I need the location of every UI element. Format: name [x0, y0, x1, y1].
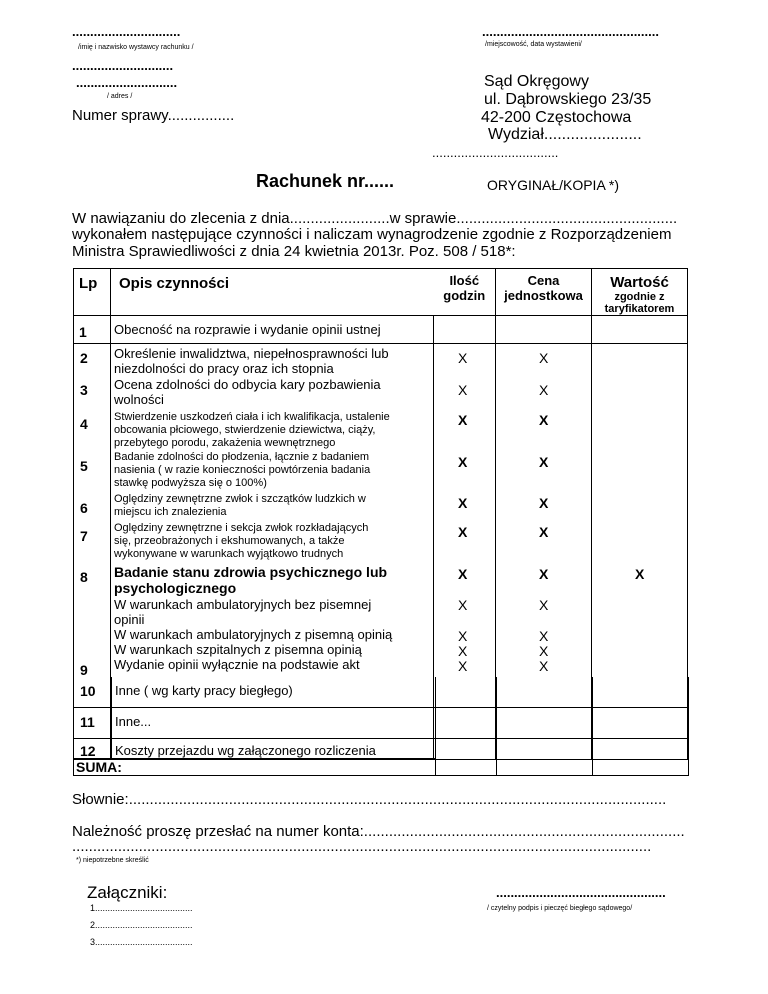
row-description: Koszty przejazdu wg załączonego rozliczenia [115, 743, 376, 758]
place-dots: ................................................. [482, 24, 659, 39]
issuer-label: /imię i nazwisko wystawcy rachunku / [78, 44, 194, 51]
header-value-2: zgodnie z [614, 291, 665, 303]
row-line: Oględziny zewnętrzne i sekcja zwłok rozkładających [114, 522, 369, 534]
header-price-2: jednostkowa [504, 288, 583, 303]
row-lp: 9 [80, 662, 88, 678]
row-description [114, 564, 387, 596]
row-description [114, 522, 368, 561]
attachment-1: 1....................................... [90, 903, 193, 913]
row-hours: X [458, 495, 468, 511]
attachment-3: 3....................................... [90, 937, 193, 947]
table-row [73, 739, 436, 776]
intro-line-1: W nawiązaniu do zlecenia z dnia........................w sprawie..................................................... [72, 210, 678, 227]
table-row [74, 316, 688, 344]
row-lp: 11 [80, 714, 95, 730]
original-copy: ORYGINAŁ/KOPIA *) [487, 177, 620, 193]
row-lp: 8 [80, 569, 88, 585]
table-cell-blank [496, 677, 593, 708]
signature-dots: ............................................... [496, 885, 666, 900]
issuer-dots: .............................. [72, 24, 181, 39]
table-row [73, 708, 436, 739]
row-line: nasienia ( w razie konieczności powtórzenia badania [114, 464, 371, 476]
row-hours: X [458, 412, 468, 428]
row-divider [74, 758, 435, 759]
row-line: opinii [114, 612, 145, 627]
row-line: się, przeobrażonych i ekshumowanych, a także [114, 535, 345, 547]
header-price-1: Cena [527, 273, 560, 288]
case-number: Numer sprawy................ [72, 107, 235, 124]
row-lp: 10 [80, 683, 96, 699]
account-line: Należność proszę przesłać na numer konta:............................................................................. [72, 823, 685, 840]
table-cell-blank [592, 677, 689, 708]
row-line: Obecność na rozprawie i wydanie opinii ustnej [114, 322, 381, 337]
row-lp: 6 [80, 500, 88, 516]
row-hours: X [458, 658, 468, 674]
row-price: X [539, 454, 549, 470]
table-cell-blank [434, 677, 497, 708]
bill-title: Rachunek nr...... [256, 171, 395, 191]
row-price: X [539, 658, 549, 674]
row-description [114, 377, 381, 407]
row-line: stawkę podwyższa się o 100%) [114, 477, 267, 489]
footnote: *) niepotrzebne skreślić [76, 857, 149, 864]
row-line: W warunkach ambulatoryjnych bez pisemnej [114, 597, 372, 612]
row-price: X [539, 350, 549, 366]
column-divider [111, 739, 112, 758]
header-price [496, 269, 592, 316]
row-description: Inne ( wg karty pracy biegłego) [115, 683, 293, 698]
column-divider [111, 708, 112, 738]
row-lp: 1 [74, 316, 111, 344]
row-line: wolności [114, 392, 164, 407]
in-words-line: Słownie:................................................................................................................................. [72, 791, 667, 808]
court-city: 42-200 Częstochowa [481, 109, 632, 126]
header-value-1: Wartość [610, 274, 669, 291]
row-description [114, 451, 370, 490]
row-description [114, 493, 366, 519]
row-lp: 3 [80, 382, 88, 398]
row-line: Badanie stanu zdrowia psychicznego lub [114, 564, 388, 580]
court-division-dots: ................................... [432, 145, 559, 160]
row-hours: X [458, 566, 468, 582]
row-price: X [539, 495, 549, 511]
table-cell-blank [592, 708, 689, 739]
intro-line-3: Ministra Sprawiedliwości z dnia 24 kwietnia 2013r. Poz. 508 / 518*: [72, 243, 516, 260]
row-hours: X [458, 597, 468, 613]
attachment-2: 2....................................... [90, 920, 193, 930]
row-hours [434, 316, 496, 344]
header-hours-2: godzin [443, 288, 486, 303]
row-value [592, 316, 688, 344]
row-hours: X [458, 454, 468, 470]
row-value: X [635, 566, 645, 582]
place-label: /miejscowość, data wystawieni/ [485, 41, 582, 48]
row-lp: 5 [80, 458, 88, 474]
dots-line: ........................................................................................................................................... [72, 838, 652, 855]
row-price: X [539, 524, 549, 540]
intro-line-2: wykonałem następujące czynności i naliczam wynagrodzenie zgodnie z Rozporządzeniem [72, 226, 672, 243]
sum-label: SUMA: [76, 759, 122, 775]
row-hours: X [458, 524, 468, 540]
court-name: Sąd Okręgowy [484, 73, 589, 90]
row-description [114, 346, 389, 376]
header-lp: Lp [74, 269, 111, 316]
row-hours: X [458, 382, 468, 398]
row-price: X [539, 628, 549, 644]
address-label: / adres / [107, 93, 133, 100]
table-cell-blank [496, 739, 593, 776]
row-line: obcowania płciowego, stwierdzenie dziewictwa, ciąży, [114, 424, 376, 436]
header-value-3: taryfikatorem [604, 303, 675, 315]
row-price: X [539, 566, 549, 582]
attachments-title: Załączniki: [87, 883, 168, 902]
row-line: W warunkach ambulatoryjnych z pisemną opinią [114, 627, 393, 642]
row-price: X [539, 382, 549, 398]
row-lp: 2 [80, 350, 88, 366]
row-hours: X [458, 628, 468, 644]
row-line: W warunkach szpitalnych z pisemna opinią [114, 642, 362, 657]
row-line: wykonywane w warunkach wyjątkowo trudnych [114, 548, 344, 560]
column-divider [111, 677, 112, 707]
table-header-row [74, 269, 688, 316]
row-price: X [539, 643, 549, 659]
row-line: Oględziny zewnętrzne zwłok i szczątków ludzkich w [114, 493, 366, 505]
table-cell-blank [496, 708, 593, 739]
row-line: niezdolności do pracy oraz ich stopnia [114, 361, 334, 376]
row-line: psychologicznego [114, 580, 237, 596]
table-cell-blank [434, 739, 497, 776]
row-line: Wydanie opinii wyłącznie na podstawie akt [114, 657, 360, 672]
row-description [114, 597, 392, 672]
header-hours [434, 269, 496, 316]
row-hours: X [458, 643, 468, 659]
row-price: X [539, 412, 549, 428]
row-line: miejscu ich znalezienia [114, 506, 227, 518]
header-description: Opis czynności [111, 269, 434, 316]
row-hours: X [458, 350, 468, 366]
address-dots-1: ............................ [72, 58, 174, 73]
court-division: Wydział...................... [488, 126, 642, 143]
row-price [496, 316, 592, 344]
row-line: Określenie inwalidztwa, niepełnosprawności lub [114, 346, 389, 361]
row-lp: 12 [80, 743, 96, 759]
table-cell-blank [434, 708, 497, 739]
table-cell-blank [592, 739, 689, 776]
header-hours-1: Ilość [449, 273, 480, 288]
row-lp: 7 [80, 528, 88, 544]
court-street: ul. Dąbrowskiego 23/35 [484, 91, 652, 108]
row-line: przebytego porodu, zakażenia wewnętrznego [114, 437, 336, 449]
row-description: Inne... [115, 714, 152, 729]
row-description [111, 316, 434, 344]
signature-label: / czytelny podpis i pieczęć biegłego sądowego/ [487, 905, 633, 912]
row-line: Badanie zdolności do płodzenia, łącznie z badaniem [114, 451, 370, 463]
row-price: X [539, 597, 549, 613]
row-line: Ocena zdolności do odbycia kary pozbawienia [114, 377, 381, 392]
row-lp: 4 [80, 416, 88, 432]
row-description [114, 411, 390, 450]
table-row [73, 677, 436, 708]
row-line: Stwierdzenie uszkodzeń ciała i ich kwalifikacja, ustalenie [114, 411, 390, 423]
address-dots-2: ............................ [76, 75, 178, 90]
header-value [592, 269, 688, 316]
